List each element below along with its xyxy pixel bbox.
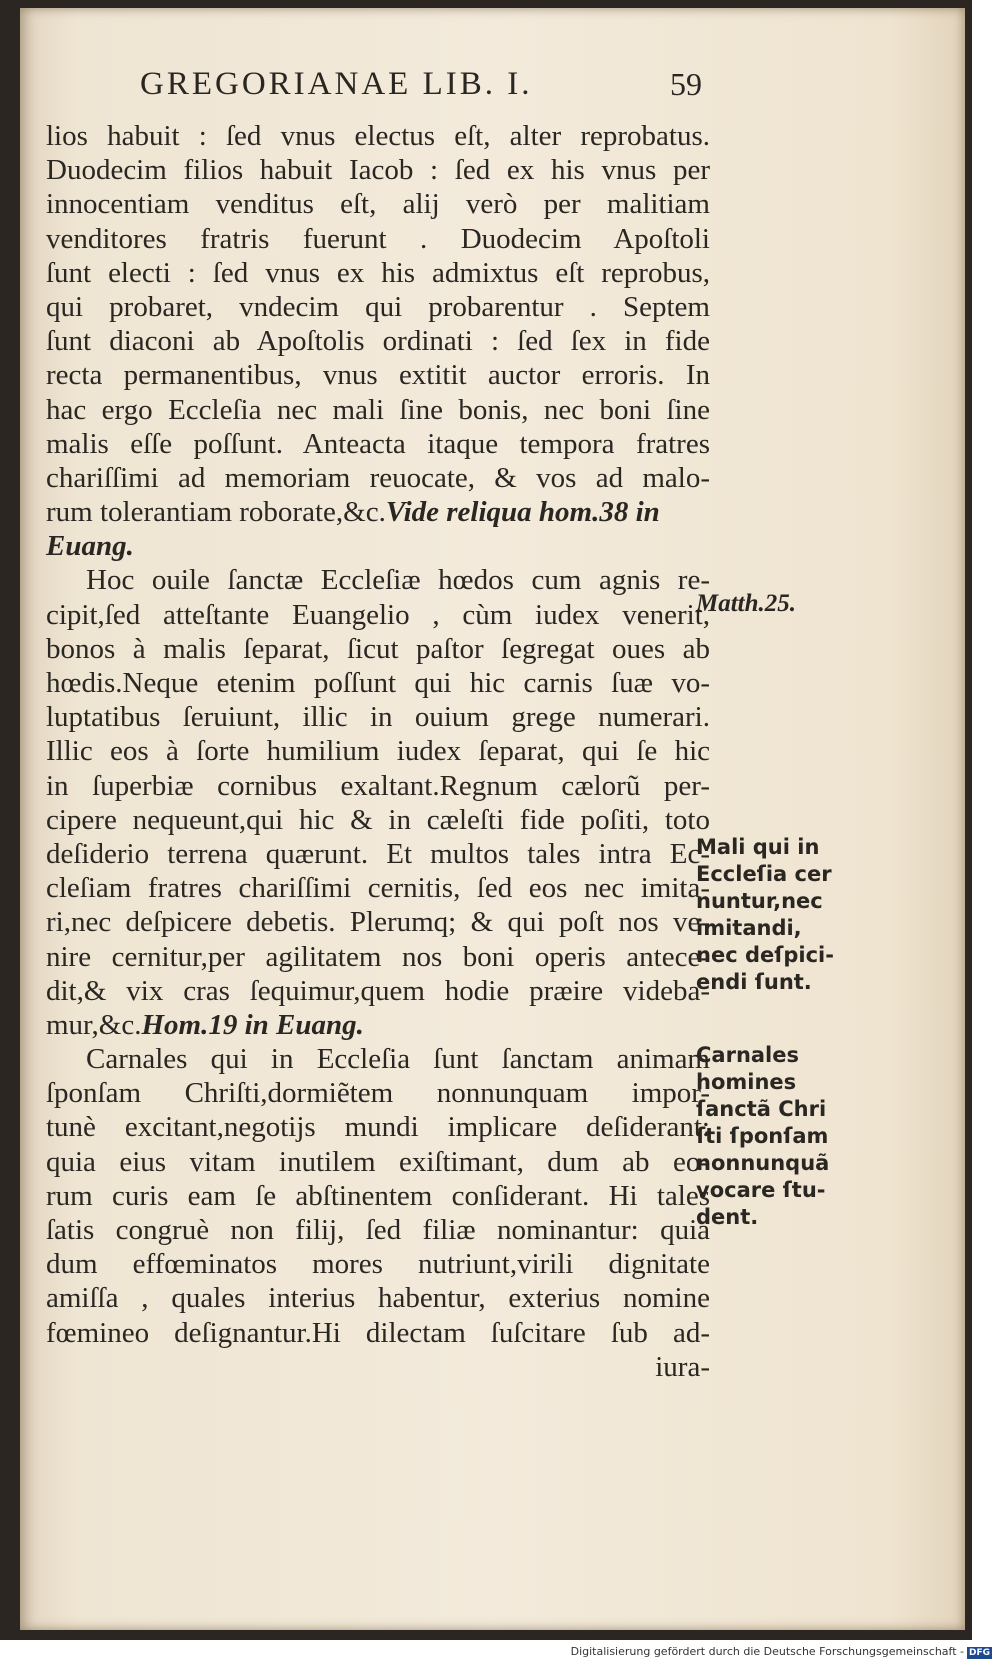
text-line: luptatibus ſeruiunt, illic in ouium grege numerari.: [46, 701, 710, 734]
text-line: rum curis eam ſe abſtinentem conſiderant. Hi tales: [46, 1179, 710, 1212]
citation: Vide reliqua hom.38 in: [385, 496, 660, 529]
text-line: ſatis congruè non filij, ſed filiæ nominantur: quia: [46, 1214, 710, 1246]
text-line: nire cernitur,per agilitatem nos boni operis antece-: [46, 940, 710, 973]
text-line: ſunt diaconi ab Apoſtolis ordinati : ſed ſex in fide: [46, 325, 710, 358]
text-line: cipere nequeunt,qui hic & in cæleſti fide poſiti, toto: [46, 803, 710, 836]
text-line: dum effœminatos mores nutriunt,virili dignitate: [46, 1248, 710, 1281]
text-line: hac ergo Eccleſia nec mali ſine bonis, nec boni ſine: [46, 393, 710, 426]
text-line: fœmineo deſignantur.Hi dilectam ſuſcitare ſub ad-: [46, 1316, 710, 1349]
text-line: cleſiam fratres chariſſimi cernitis, ſed eos nec imita-: [46, 872, 710, 905]
book-page: [20, 8, 965, 1630]
text-line: bonos à malis ſeparat, ſicut paſtor ſegregat oues ab: [46, 632, 710, 665]
margin-note-line: endi ſunt.: [696, 970, 812, 994]
text-line: malis eſſe poſſunt. Anteacta itaque tempora fratres: [46, 427, 710, 460]
page-number: 59: [670, 66, 702, 102]
margin-note-line: nonnunquã: [696, 1151, 830, 1175]
running-header: [140, 66, 720, 103]
text-line: innocentiam venditus eſt, alij verò per malitiam: [46, 188, 710, 221]
margin-note-matth: [696, 590, 846, 617]
text-line: Illic eos à ſorte humilium iudex ſeparat, qui ſe hic: [46, 735, 710, 768]
margin-note-line: ſanctã Chri: [696, 1097, 827, 1121]
text-line: amiſſa , quales interius habentur, exterius nomine: [46, 1282, 710, 1315]
catchword: iura-: [655, 1350, 710, 1383]
text-line: dit,& vix cras ſequimur,quem hodie præire videba-: [46, 974, 710, 1007]
text-line: [46, 529, 710, 563]
margin-note-line: homines: [696, 1070, 797, 1094]
text-line: venditores fratris fuerunt . Duodecim Apoſtoli: [46, 222, 710, 255]
text-line: deſiderio terrena quærunt. Et multos tales intra Ec-: [46, 837, 710, 870]
margin-note-mali: [696, 834, 846, 996]
text-segment: rum tolerantiam roborate,&c.: [46, 496, 386, 529]
text-line: tunè excitant,negotijs mundi implicare deſiderant:: [46, 1111, 710, 1144]
text-line: Carnales qui in Eccleſia ſunt ſanctam animam: [86, 1043, 710, 1076]
text-line: recta permanentibus, vnus extitit auctor erroris. In: [46, 359, 710, 392]
margin-note-line: nec deſpici-: [696, 943, 834, 967]
margin-note-line: imitandi,: [696, 916, 802, 940]
margin-note-line: vocare ſtu-: [696, 1178, 826, 1202]
main-text: [46, 119, 710, 1384]
text-line: hœdis.Neque etenim poſſunt qui hic carnis ſuæ vo-: [46, 667, 710, 699]
margin-note-line: Eccleſia cer: [696, 862, 832, 886]
margin-note-line: ſti ſponſam: [696, 1124, 829, 1148]
text-line: lios habuit : ſed vnus electus eſt, alter reprobatus.: [46, 120, 710, 152]
text-line: [46, 1008, 710, 1042]
margin-note-line: Matth.25.: [696, 590, 797, 617]
digitization-footer: [571, 1645, 992, 1659]
citation: Hom.19 in Euang.: [141, 1008, 364, 1041]
dfg-logo: DFG: [968, 1648, 990, 1658]
text-line: in ſuperbiæ cornibus exaltant.Regnum cælorũ per-: [46, 769, 710, 802]
text-line: qui probaret, vndecim qui probarentur . Septem: [46, 290, 710, 323]
text-line: ri,nec deſpicere debetis. Plerumq; & qui poſt nos ve-: [46, 906, 710, 939]
text-line: quia eius vitam inutilem exiſtimant, dum ab eo-: [46, 1145, 710, 1178]
running-title: GREGORIANAE LIB. I.: [140, 66, 533, 102]
text-line: chariſſimi ad memoriam reuocate, & vos ad malo-: [46, 461, 710, 494]
margin-note-carnales: [696, 1042, 846, 1231]
text-line: cipit,ſed atteſtante Euangelio , cùm iudex venerit,: [46, 598, 710, 631]
text-line: Duodecim filios habuit Iacob : ſed ex his vnus per: [46, 154, 710, 187]
text-segment: mur,&c.: [46, 1008, 142, 1041]
footer-text: Digitalisierung gefördert durch die Deutsche Forschungsgemeinschaft -: [570, 1645, 964, 1658]
text-line: ſunt electi : ſed vnus ex his admixtus eſt reprobus,: [46, 256, 710, 289]
text-line: [46, 495, 710, 529]
margin-note-line: Carnales: [696, 1043, 800, 1067]
citation: Euang.: [46, 530, 134, 563]
margin-note-line: dent.: [696, 1205, 759, 1229]
margin-note-line: nuntur,nec: [696, 889, 823, 913]
text-line: Hoc ouile ſanctæ Eccleſiæ hœdos cum agnis re-: [86, 564, 710, 597]
margin-note-line: Mali qui in: [696, 835, 820, 859]
text-line: ſponſam Chriſti,dormiẽtem nonnunquam impor-: [46, 1077, 710, 1110]
